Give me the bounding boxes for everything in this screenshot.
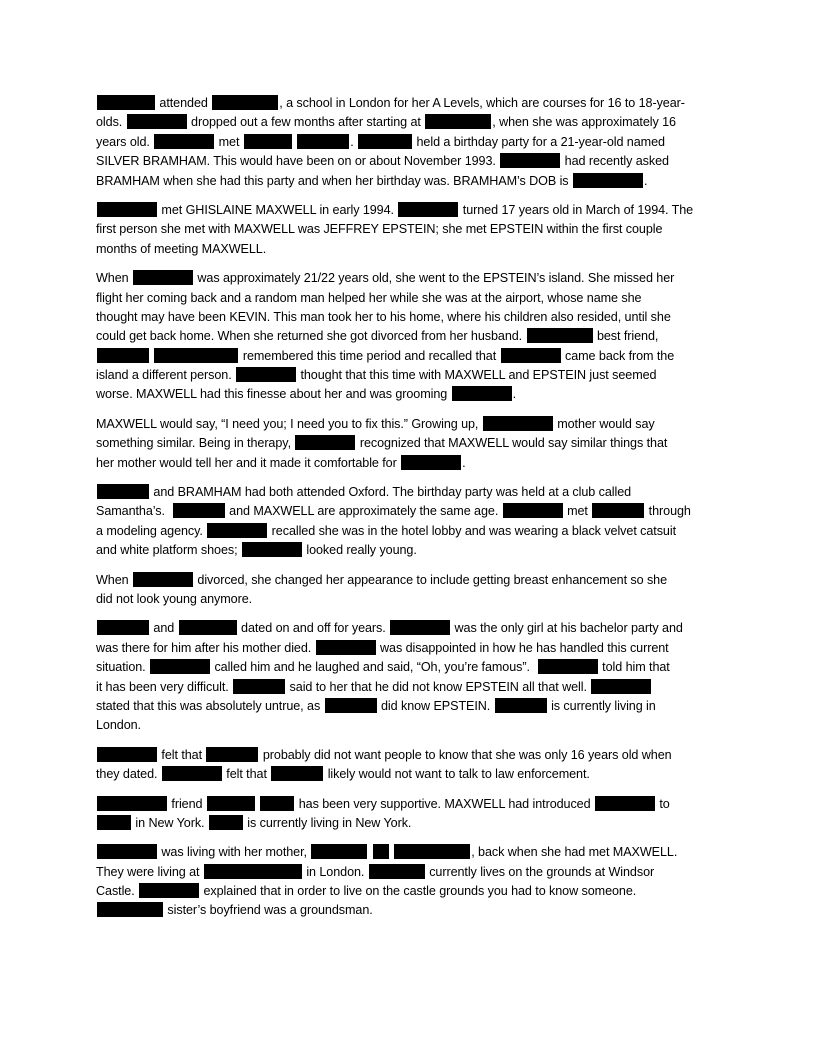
text-run: in New York. <box>132 815 208 830</box>
redaction-block <box>173 503 225 518</box>
text-run: met <box>563 504 592 519</box>
text-line <box>96 814 724 833</box>
text-run: friend <box>168 796 206 811</box>
text-line <box>96 385 724 404</box>
redaction-block <box>591 679 651 694</box>
redaction-block <box>501 348 561 363</box>
text-run: turned 17 years old in March of 1994. The <box>459 202 694 217</box>
redaction-block <box>127 114 187 129</box>
paragraph <box>96 483 724 561</box>
text-run: likely would not want to talk to law enforcement. <box>324 767 590 782</box>
text-line <box>96 172 724 191</box>
text-run: remembered this time period and recalled that <box>239 348 500 363</box>
redaction-block <box>207 796 255 811</box>
text-run: . <box>350 134 358 149</box>
text-run: , back when she had met MAXWELL. <box>471 845 678 860</box>
text-run: did not look young anymore. <box>96 591 253 606</box>
text-line <box>96 746 724 765</box>
text-run: When <box>96 572 132 587</box>
text-run: met <box>215 134 243 149</box>
text-run: held a birthday party for a 21-year-old named <box>413 134 665 149</box>
text-run: . <box>643 173 648 188</box>
redaction-block <box>133 270 193 285</box>
text-run: probably did not want people to know that she was only 16 years old when <box>259 747 672 762</box>
text-run: and <box>150 621 178 636</box>
text-line <box>96 697 724 716</box>
paragraph <box>96 269 724 405</box>
text-run: is currently living in <box>547 698 656 713</box>
text-run: met GHISLAINE MAXWELL in early 1994. <box>158 202 398 217</box>
text-run: flight her coming back and a random man helped her while she was at the airport, whose name she <box>96 290 642 305</box>
text-run: was disappointed in how he has handled this current <box>376 640 669 655</box>
redaction-block <box>369 864 425 879</box>
text-line <box>96 347 724 366</box>
redaction-block <box>207 523 267 538</box>
text-run: SILVER BRAMHAM. This would have been on or about November 1993. <box>96 154 500 169</box>
text-line <box>96 639 724 658</box>
text-run: , when she was approximately 16 <box>492 115 676 130</box>
text-run: explained that in order to live on the castle grounds you had to know someone. <box>200 884 637 899</box>
text-run: called him and he laughed and said, “Oh, you’re famous”. <box>211 660 537 675</box>
text-run: to <box>655 796 670 811</box>
redaction-block <box>573 173 643 188</box>
paragraph <box>96 795 724 834</box>
text-run: dropped out a few months after starting at <box>187 115 425 130</box>
redaction-block <box>154 348 238 363</box>
text-run: worse. MAXWELL had this finesse about her and was grooming <box>96 387 451 402</box>
text-line <box>96 502 724 521</box>
text-run <box>293 135 296 149</box>
text-run: , a school in London for her A Levels, which are courses for 16 to 18-year- <box>279 96 685 110</box>
text-line <box>96 716 724 735</box>
text-run: was approximately 21/22 years old, she went to the EPSTEIN’s island. She missed her <box>194 271 675 286</box>
text-run: situation. <box>96 660 150 675</box>
redaction-block <box>133 572 193 587</box>
text-run: is currently living in New York. <box>243 815 412 830</box>
text-run: and white platform shoes; <box>96 543 241 558</box>
redaction-block <box>162 766 222 781</box>
text-run: could get back home. When she returned she got divorced from her husband. <box>96 329 526 344</box>
redaction-block <box>97 202 157 217</box>
redaction-block <box>204 864 302 879</box>
text-line <box>96 882 724 901</box>
text-run: mother would say <box>553 416 655 431</box>
redaction-block <box>394 844 470 859</box>
text-run: best friend, <box>593 329 659 344</box>
text-line <box>96 308 724 327</box>
redaction-block <box>495 698 547 713</box>
text-line <box>96 522 724 541</box>
text-line <box>96 590 724 609</box>
redaction-block <box>233 679 285 694</box>
text-run: has been very supportive. MAXWELL had introduced <box>295 796 594 811</box>
text-line <box>96 240 724 259</box>
text-run: They were living at <box>96 864 203 879</box>
text-run: something similar. Being in therapy, <box>96 436 295 451</box>
text-run: told him that <box>598 660 670 675</box>
text-run: MAXWELL would say, “I need you; I need you to fix this.” Growing up, <box>96 416 482 431</box>
redaction-block <box>97 796 167 811</box>
text-line <box>96 133 724 152</box>
document-page <box>96 94 724 931</box>
text-line <box>96 152 724 171</box>
redaction-block <box>97 620 149 635</box>
redaction-block <box>97 348 149 363</box>
redaction-block <box>150 659 210 674</box>
redaction-block <box>139 883 199 898</box>
text-line <box>96 415 724 434</box>
text-line <box>96 863 724 882</box>
text-run: currently lives on the grounds at Windsor <box>425 864 655 879</box>
redaction-block <box>401 455 461 470</box>
text-run: said to her that he did not know EPSTEIN all that well. <box>286 679 591 694</box>
redaction-block <box>179 620 237 635</box>
text-run: they dated. <box>96 767 161 782</box>
text-line <box>96 483 724 502</box>
redaction-block <box>206 747 258 762</box>
text-line <box>96 201 724 220</box>
redaction-block <box>97 902 163 917</box>
paragraph <box>96 201 724 259</box>
text-run: and MAXWELL are approximately the same age. <box>225 504 502 519</box>
text-run: and BRAMHAM had both attended Oxford. The birthday party was held at a club called <box>150 485 632 500</box>
text-line <box>96 434 724 453</box>
text-run: attended <box>156 96 212 110</box>
text-run: months of meeting MAXWELL. <box>96 241 267 256</box>
text-run: recalled she was in the hotel lobby and was wearing a black velvet catsuit <box>268 523 676 538</box>
redaction-block <box>538 659 598 674</box>
text-line <box>96 94 724 113</box>
text-run: felt that <box>158 747 206 762</box>
redaction-block <box>154 134 214 149</box>
redaction-block <box>595 796 655 811</box>
redaction-block <box>316 640 376 655</box>
paragraph <box>96 746 724 785</box>
text-run: first person she met with MAXWELL was JEFFREY EPSTEIN; she met EPSTEIN within the first couple <box>96 222 663 237</box>
text-run: was living with her mother, <box>158 845 311 860</box>
text-run: her mother would tell her and it made it comfortable for <box>96 455 401 470</box>
redaction-block <box>97 484 149 499</box>
text-run: . <box>512 387 517 402</box>
redaction-block <box>212 95 278 110</box>
text-run: stated that this was absolutely untrue, as <box>96 698 324 713</box>
text-run: recognized that MAXWELL would say similar things that <box>356 436 668 451</box>
redaction-block <box>242 542 302 557</box>
redaction-block <box>244 134 292 149</box>
text-run: was there for him after his mother died. <box>96 640 315 655</box>
text-run: did know EPSTEIN. <box>377 698 494 713</box>
text-run: was the only girl at his bachelor party and <box>451 621 683 636</box>
text-line <box>96 619 724 638</box>
redaction-block <box>390 620 450 635</box>
redaction-block <box>97 747 157 762</box>
paragraph <box>96 94 724 191</box>
text-line <box>96 366 724 385</box>
text-line <box>96 795 724 814</box>
text-run: divorced, she changed her appearance to include getting breast enhancement so she <box>194 572 668 587</box>
text-run: . <box>462 455 466 470</box>
text-run: in London. <box>302 864 368 879</box>
text-run: thought that this time with MAXWELL and EPSTEIN just seemed <box>297 368 657 383</box>
text-run: years old. <box>96 134 154 149</box>
text-line <box>96 843 724 862</box>
text-run <box>150 349 153 363</box>
text-line <box>96 901 724 920</box>
paragraph <box>96 571 724 610</box>
redaction-block <box>398 202 458 217</box>
paragraph <box>96 415 724 473</box>
text-run: When <box>96 271 132 286</box>
paragraph <box>96 843 724 921</box>
text-run: looked really young. <box>302 543 417 558</box>
text-line <box>96 113 724 132</box>
redaction-block <box>97 815 131 830</box>
text-run: dated on and off for years. <box>237 621 390 636</box>
redaction-block <box>325 698 377 713</box>
text-line <box>96 269 724 288</box>
text-run: sister’s boyfriend was a groundsman. <box>164 903 373 918</box>
redaction-block <box>500 153 560 168</box>
text-line <box>96 541 724 560</box>
redaction-block <box>271 766 323 781</box>
text-line <box>96 658 724 677</box>
redaction-block <box>527 328 593 343</box>
redaction-block <box>373 844 389 859</box>
text-line <box>96 571 724 590</box>
text-run: had recently asked <box>561 154 669 169</box>
text-run: island a different person. <box>96 368 236 383</box>
text-line <box>96 289 724 308</box>
redaction-block <box>209 815 243 830</box>
redaction-block <box>483 416 553 431</box>
redaction-block <box>503 503 563 518</box>
text-line <box>96 220 724 239</box>
text-run: London. <box>96 718 141 733</box>
text-run: BRAMHAM when she had this party and when her birthday was. BRAMHAM’s DOB is <box>96 173 572 188</box>
redaction-block <box>295 435 355 450</box>
redaction-block <box>592 503 644 518</box>
redaction-block <box>236 367 296 382</box>
redaction-block <box>297 134 349 149</box>
text-line <box>96 678 724 697</box>
text-run: a modeling agency. <box>96 523 207 538</box>
text-run: came back from the <box>561 348 675 363</box>
redaction-block <box>358 134 412 149</box>
text-run <box>390 845 393 859</box>
text-run: Samantha’s. <box>96 504 172 519</box>
text-run: thought may have been KEVIN. This man took her to his home, where his children also resided, until she <box>96 309 671 324</box>
text-run: through <box>645 504 691 519</box>
text-run: Castle. <box>96 884 139 899</box>
paragraph <box>96 619 724 735</box>
redaction-block <box>452 386 512 401</box>
text-run <box>256 797 259 811</box>
text-run: olds. <box>96 115 126 130</box>
redaction-block <box>311 844 367 859</box>
redaction-block <box>97 844 157 859</box>
text-run <box>368 845 371 859</box>
text-line <box>96 765 724 784</box>
redaction-block <box>97 95 155 110</box>
redaction-block <box>260 796 294 811</box>
text-line <box>96 454 724 473</box>
text-line <box>96 327 724 346</box>
text-run: felt that <box>222 767 271 782</box>
text-run: it has been very difficult. <box>96 679 233 694</box>
redaction-block <box>425 114 491 129</box>
